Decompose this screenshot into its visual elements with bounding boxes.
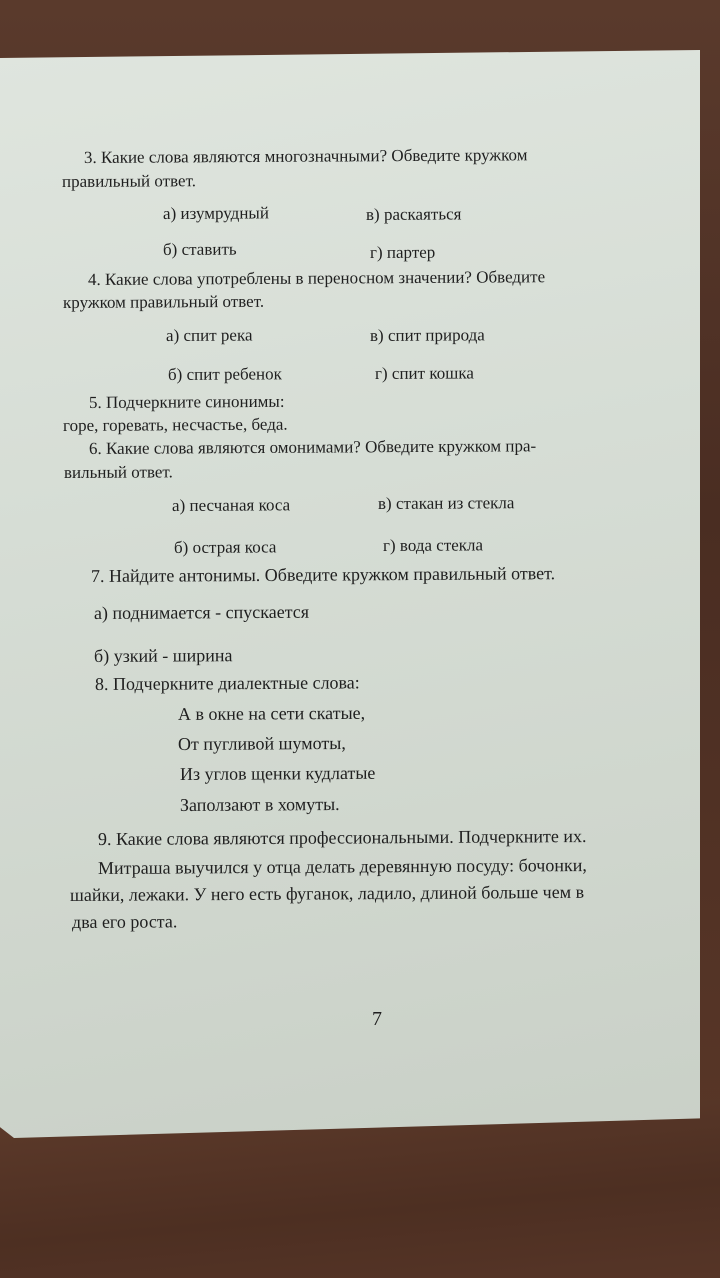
- q8-poem-line: От пугливой шумоты,: [177, 732, 346, 754]
- q6-option-b: б) острая коса: [173, 537, 277, 557]
- q4-option-b: б) спит ребенок: [167, 364, 282, 384]
- q3-question: 3. Какие слова являются многозначными? Обведите кружком: [83, 145, 528, 167]
- q4-option-g: г) спит кошка: [374, 363, 474, 383]
- q6-question: 6. Какие слова являются омонимами? Обведите кружком пра-: [88, 436, 537, 458]
- page-number: 7: [372, 1008, 382, 1030]
- q9-question: 9. Какие слова являются профессиональными. Подчеркните их.: [97, 826, 587, 849]
- q6-question-cont: вильный ответ.: [63, 462, 173, 482]
- q3-option-b: б) ставить: [162, 239, 237, 259]
- q6-option-v: в) стакан из стекла: [377, 493, 515, 513]
- q3-option-a: а) изумрудный: [162, 203, 269, 223]
- q4-option-a: а) спит река: [165, 325, 253, 345]
- q9-text-line: два его роста.: [71, 911, 178, 932]
- q6-option-a: а) песчаная коса: [171, 495, 291, 515]
- q4-question-cont: кружком правильный ответ.: [62, 291, 265, 312]
- q9-text-line: шайки, лежаки. У него есть фуганок, ладило, длиной больше чем в: [69, 881, 585, 905]
- q3-question-cont: правильный ответ.: [61, 171, 197, 191]
- q6-option-g: г) вода стекла: [382, 535, 484, 555]
- q7-question: 7. Найдите антонимы. Обведите кружком правильный ответ.: [90, 563, 556, 586]
- q3-option-g: г) партер: [369, 242, 436, 262]
- q4-option-v: в) спит природа: [369, 325, 485, 345]
- q7-option-a: а) поднимается - спускается: [93, 601, 310, 623]
- q3-option-v: в) раскаяться: [365, 204, 462, 224]
- q7-option-b: б) узкий - ширина: [93, 645, 233, 666]
- q5-words: горе, горевать, несчастье, беда.: [62, 414, 288, 435]
- q8-poem-line: А в окне на сети скатые,: [177, 702, 366, 724]
- q5-question: 5. Подчеркните синонимы:: [88, 391, 285, 412]
- q8-question: 8. Подчеркните диалектные слова:: [94, 672, 360, 694]
- q4-question: 4. Какие слова употреблены в переносном значении? Обведите: [87, 267, 546, 289]
- q8-poem-line: Заползают в хомуты.: [179, 794, 340, 815]
- q8-poem-line: Из углов щенки кудлатые: [179, 762, 376, 784]
- q9-text-line: Митраша выучился у отца делать деревянную посуду: бочонки,: [97, 855, 587, 878]
